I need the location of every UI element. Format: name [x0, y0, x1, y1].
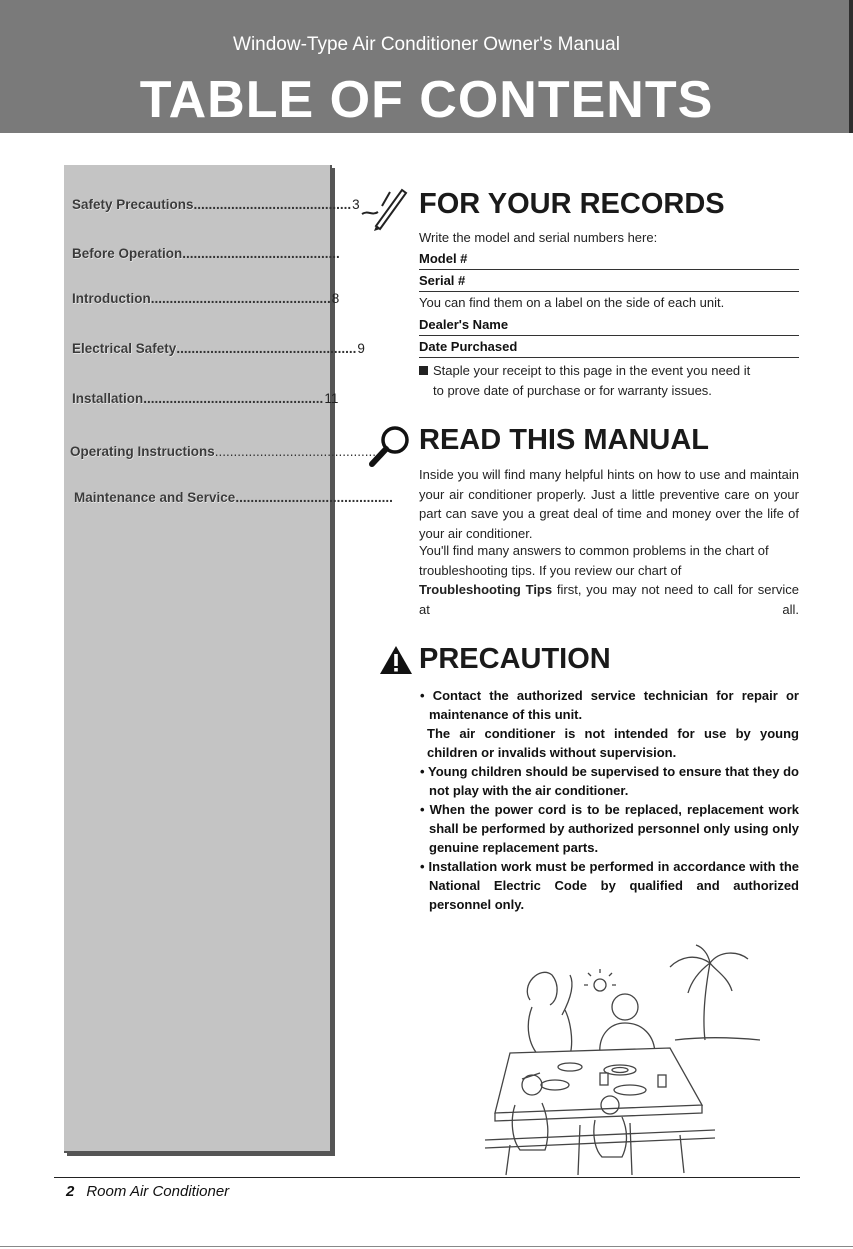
header-banner [0, 0, 853, 133]
footer-text: Room Air Conditioner [86, 1183, 230, 1200]
precaution-item: • Contact the authorized service technician for repair or maintenance of this unit. [420, 688, 799, 722]
square-bullet-icon [419, 366, 428, 375]
records-title: FOR YOUR RECORDS [419, 188, 725, 220]
date-purchased-field[interactable]: Date Purchased [419, 337, 799, 358]
label-note: You can find them on a label on the side of each unit. [419, 295, 725, 310]
toc-label: Introduction [72, 291, 151, 306]
banner-edge [849, 0, 853, 133]
toc-panel [64, 165, 393, 1153]
toc-page: 9 [357, 341, 365, 356]
toc-leader: ................................................ [143, 391, 324, 406]
toc-page: 8 [331, 291, 340, 306]
toc-leader: ................................................ [150, 291, 331, 306]
bottom-edge [0, 1246, 853, 1247]
toc-leader: .......................................... [193, 197, 352, 212]
toc-item-safety[interactable] [72, 197, 360, 212]
toc-leader: .......................................... [235, 490, 393, 505]
footer-rule [54, 1177, 800, 1178]
manual-paragraph-2: You'll find many answers to common problems in the chart of troubleshooting tips. If you review our chart of Troubleshooting Tips first, you may not need to call for service at all. [419, 543, 799, 617]
toc-page: 3 [352, 197, 360, 212]
toc-label: Electrical Safety [72, 341, 177, 356]
manual-title: READ THIS MANUAL [419, 424, 709, 456]
serial-field[interactable]: Serial # [419, 271, 799, 292]
toc-label: Safety Precautions [72, 197, 194, 212]
toc-leader: ........................................... [214, 444, 377, 459]
toc-label: Operating Instructions [70, 444, 215, 459]
toc-leader: .......................................... [182, 246, 340, 261]
toc-item-operating-instructions[interactable] [70, 444, 377, 459]
precaution-item: • When the power cord is to be replaced, replacement work shall be performed by authorized personnel only using only genuine replacement parts. [420, 802, 799, 855]
toc-leader: ................................................ [176, 341, 357, 356]
staple-note: Staple your receipt to this page in the event you need it to prove date of purchase or for warranty issues. [419, 361, 799, 401]
toc-label: Maintenance and Service [74, 490, 236, 505]
precaution-title: PRECAUTION [419, 643, 611, 675]
magnifier-icon [368, 424, 412, 468]
page-number: 2 [66, 1183, 75, 1200]
toc-page: 11 [324, 391, 339, 406]
precaution-item: • Installation work must be performed in accordance with the National Electric Code by qualified and authorized personnel only. [420, 859, 799, 912]
model-field[interactable]: Model # [419, 249, 799, 270]
toc-item-installation[interactable] [72, 391, 339, 406]
manual-subtitle: Window-Type Air Conditioner Owner's Manual [233, 34, 620, 55]
precaution-item: The air conditioner is not intended for use by young children or invalids without supervision. [427, 726, 799, 760]
family-picnic-illustration [470, 945, 770, 1175]
toc-item-maintenance[interactable] [74, 490, 393, 505]
toc-item-electrical-safety[interactable] [72, 341, 365, 356]
pen-icon [360, 186, 412, 232]
toc-item-before-operation[interactable] [72, 246, 340, 261]
toc-label: Before Operation [72, 246, 183, 261]
dealer-field[interactable]: Dealer's Name [419, 315, 799, 336]
records-intro: Write the model and serial numbers here: [419, 230, 658, 245]
warning-icon [379, 645, 413, 675]
toc-label: Installation [72, 391, 144, 406]
precaution-item: • Young children should be supervised to ensure that they do not play with the air conditioner. [420, 764, 799, 798]
toc-item-introduction[interactable] [72, 291, 340, 306]
manual-paragraph-1: Inside you will find many helpful hints on how to use and maintain your air conditioner properly. Just a little preventive care on your part can save you a great deal of time and money over the life of your air conditioner. [419, 467, 799, 541]
page-footer [66, 1183, 229, 1200]
precaution-list [419, 686, 799, 914]
page-title: TABLE OF CONTENTS [139, 71, 714, 129]
